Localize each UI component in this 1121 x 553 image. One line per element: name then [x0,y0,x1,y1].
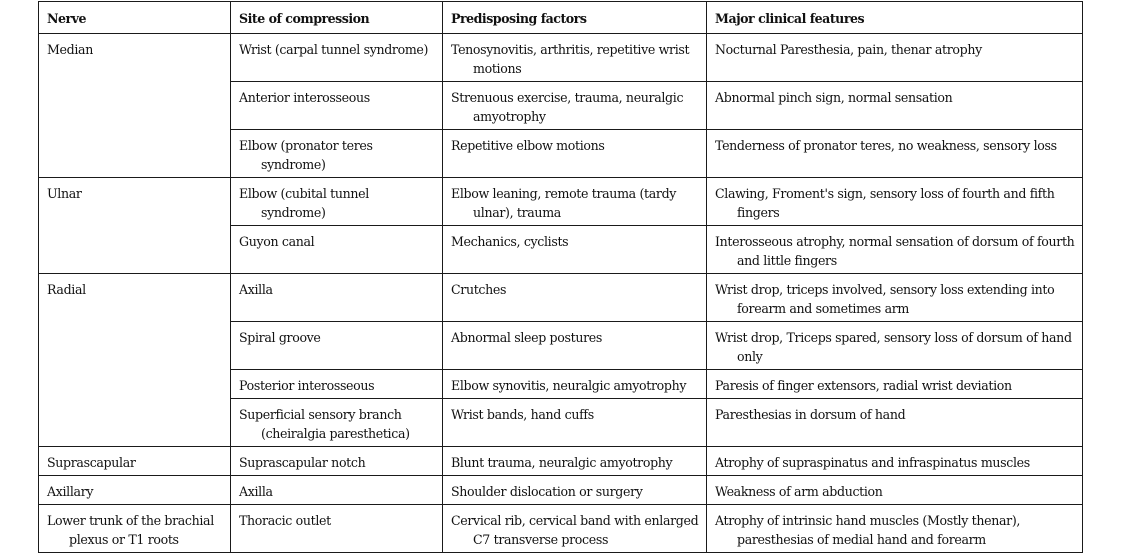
features-cell [707,447,1083,476]
site-text: Elbow (pronator teres syndrome) [239,138,373,172]
table-row [39,274,1083,322]
factors-cell [443,447,707,476]
features-cell [707,370,1083,399]
nerve-cell [39,476,231,505]
factors-cell [443,476,707,505]
site-cell [231,399,443,447]
features-cell [707,130,1083,178]
table-row [39,505,1083,553]
factors-cell [443,178,707,226]
features-cell [707,322,1083,370]
features-text: Paresis of finger extensors, radial wrist deviation [715,378,1012,393]
features-cell [707,178,1083,226]
site-text: Thoracic outlet [239,513,331,528]
nerve-label: Median [47,42,93,57]
factors-cell [443,505,707,553]
factors-cell [443,226,707,274]
features-text: Atrophy of intrinsic hand muscles (Mostly thenar), paresthesias of medial hand and forearm [715,513,1021,547]
factors-cell [443,82,707,130]
nerve-label: Suprascapular [47,455,136,470]
features-text: Weakness of arm abduction [715,484,883,499]
header-site: Site of compression [231,2,443,34]
nerve-cell [39,505,231,553]
site-cell [231,82,443,130]
header-nerve: Nerve [39,2,231,34]
features-text: Paresthesias in dorsum of hand [715,407,906,422]
nerve-label: Lower trunk of the brachial plexus or T1 roots [47,513,214,547]
site-cell [231,370,443,399]
factors-text: Shoulder dislocation or surgery [451,484,643,499]
factors-text: Cervical rib, cervical band with enlarged C7 transverse process [451,513,699,547]
table-header [39,2,1083,34]
site-text: Posterior interosseous [239,378,375,393]
site-text: Axilla [239,282,273,297]
features-text: Wrist drop, Triceps spared, sensory loss of dorsum of hand only [715,330,1072,364]
nerve-cell [39,447,231,476]
features-cell [707,399,1083,447]
header-factors: Predisposing factors [443,2,707,34]
factors-cell [443,130,707,178]
factors-text: Wrist bands, hand cuffs [451,407,594,422]
table-row [39,178,1083,226]
site-text: Spiral groove [239,330,321,345]
nerve-label: Radial [47,282,86,297]
factors-text: Crutches [451,282,507,297]
features-cell [707,226,1083,274]
features-cell [707,476,1083,505]
features-text: Wrist drop, triceps involved, sensory loss extending into forearm and sometimes arm [715,282,1055,316]
factors-cell [443,322,707,370]
nerve-label: Axillary [47,484,94,499]
site-cell [231,178,443,226]
features-text: Abnormal pinch sign, normal sensation [715,90,953,105]
site-cell [231,130,443,178]
factors-text: Strenuous exercise, trauma, neuralgic amyotrophy [451,90,684,124]
factors-text: Blunt trauma, neuralgic amyotrophy [451,455,673,470]
table-body [39,34,1083,553]
factors-text: Tenosynovitis, arthritis, repetitive wrist motions [451,42,690,76]
site-cell [231,274,443,322]
features-cell [707,34,1083,82]
site-cell [231,322,443,370]
table-row [39,34,1083,82]
nerve-label: Ulnar [47,186,82,201]
factors-cell [443,34,707,82]
site-text: Suprascapular notch [239,455,366,470]
factors-cell [443,399,707,447]
header-row [39,2,1083,34]
features-cell [707,274,1083,322]
factors-cell [443,274,707,322]
site-cell [231,447,443,476]
nerve-cell [39,274,231,447]
site-cell [231,505,443,553]
table-row [39,447,1083,476]
site-text: Superficial sensory branch (cheiralgia paresthetica) [239,407,410,441]
factors-text: Mechanics, cyclists [451,234,569,249]
nerve-cell [39,178,231,274]
features-text: Atrophy of supraspinatus and infraspinatus muscles [715,455,1030,470]
site-cell [231,476,443,505]
features-text: Clawing, Froment's sign, sensory loss of fourth and fifth fingers [715,186,1055,220]
features-text: Nocturnal Paresthesia, pain, thenar atrophy [715,42,982,57]
site-text: Axilla [239,484,273,499]
features-cell [707,82,1083,130]
features-text: Tenderness of pronator teres, no weakness, sensory loss [715,138,1057,153]
factors-text: Elbow leaning, remote trauma (tardy ulnar), trauma [451,186,677,220]
nerve-compression-table [38,1,1083,553]
nerve-cell [39,34,231,178]
factors-text: Abnormal sleep postures [451,330,602,345]
site-text: Elbow (cubital tunnel syndrome) [239,186,369,220]
site-cell [231,34,443,82]
features-cell [707,505,1083,553]
site-cell [231,226,443,274]
header-features: Major clinical features [707,2,1083,34]
factors-cell [443,370,707,399]
site-text: Wrist (carpal tunnel syndrome) [239,42,429,57]
table-row [39,476,1083,505]
factors-text: Elbow synovitis, neuralgic amyotrophy [451,378,687,393]
features-text: Interosseous atrophy, normal sensation of dorsum of fourth and little fingers [715,234,1075,268]
site-text: Guyon canal [239,234,315,249]
site-text: Anterior interosseous [239,90,370,105]
factors-text: Repetitive elbow motions [451,138,605,153]
